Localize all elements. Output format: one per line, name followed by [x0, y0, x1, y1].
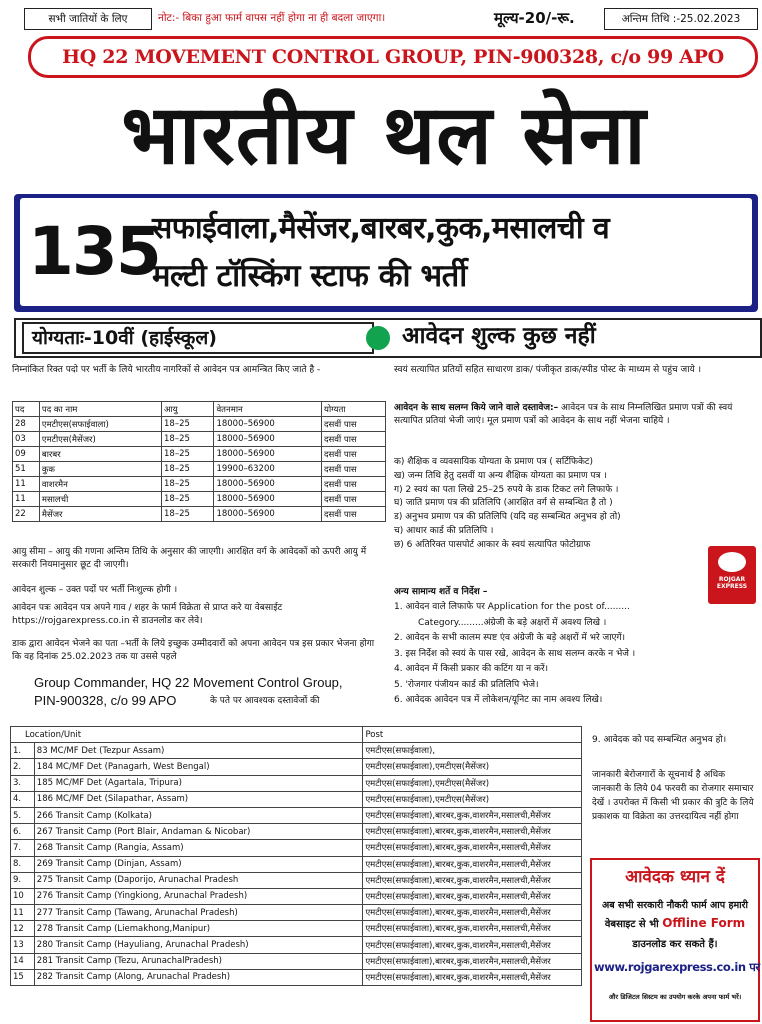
table-cell: एमटीएस(सफाईवाला),बारबर,कुक,वाशरमैन,मसालची,मैसेंजर [363, 824, 582, 840]
table-cell: 11 [13, 477, 40, 492]
term-item: 4. आवेदन में किसी प्रकार की कटिंग या न करें। [394, 664, 549, 674]
table-cell: 6. [11, 824, 35, 840]
table-cell: 18000–56900 [214, 507, 322, 522]
disclaimer-text: जानकारी बेरोजगारों के सूचनार्थ है अधिक जानकारी के लिये 04 फरवरी का रोजगार समाचार देखें । उपरोक्त में किसी भी प्रकार की त्रुटि के लिये प्रकाशक या विक्रेता का उत्तरदायित्व नहीं होगा [592, 770, 754, 822]
table-cell: 268 Transit Camp (Rangia, Assam) [34, 840, 363, 856]
terms-list [394, 600, 754, 709]
intro-text: निम्नांकित रिक्त पदो पर भर्ती के लिये भारतीय नागरिकों से आवेदन पत्र आमन्त्रित किए जाते है - [12, 365, 321, 375]
table-header: पद [13, 402, 40, 417]
table-cell: एमटीएस(सफाईवाला),बारबर,कुक,वाशरमैन,मसालची,मैसेंजर [363, 905, 582, 921]
table-cell: 278 Transit Camp (Liemakhong,Manipur) [34, 921, 363, 937]
table-cell: एमटीएस(सफाईवाला) [39, 417, 161, 432]
table-cell: बारबर [39, 447, 161, 462]
notice-ad-box [590, 858, 760, 1022]
table-cell: एमटीएस(सफाईवाला),एमटीएस(मैसेंजर) [363, 759, 582, 775]
ad-small-text: और डिजिटल सिस्टम का उपयोग करके अपना फार्म भरें। [608, 993, 742, 1001]
table-cell: एमटीएस(सफाईवाला),बारबर,कुक,वाशरमैन,मसालची,मैसेंजर [363, 937, 582, 953]
table-cell: मैसेंजर [39, 507, 161, 522]
fee-text: आवेदन शुल्क – उक्त पदों पर भर्ती निःशुल्क होगी । [12, 585, 178, 595]
age-limit-text: आयु सीमा – आयु की गणना अन्तिम तिथि के अनुसार की जाएगी। आरक्षित वर्ग के आवेदकों को ऊपरी आयु में सरकारी नियमानुसार छूट दी जाएगी। [12, 547, 367, 570]
table-cell: 18–25 [162, 432, 214, 447]
table-cell: 18000–56900 [214, 477, 322, 492]
table-cell: 11 [13, 492, 40, 507]
form-text: आवेदन पत्रः आवेदन पत्र अपने गाव / शहर के फार्म विक्रेता से प्राप्त करे या वेबसाईट https://rojgarexpress.co.in से डाउनलोड कर लेवे। [12, 603, 283, 626]
address-suffix: के पते पर आवश्यक दस्तावेजों की [210, 696, 320, 706]
top-bar [18, 8, 758, 30]
term-item: 5. 'रोजगार पंजीयन कार्ड की प्रतिलिपि भेजे। [394, 679, 539, 690]
table-cell: 18–25 [162, 477, 214, 492]
table-row [11, 840, 582, 856]
table-cell: 12 [11, 921, 35, 937]
table-cell: 1. [11, 743, 35, 759]
main-title: भारतीय थल सेना [121, 88, 647, 183]
table-cell: 280 Transit Camp (Hayuliang, Arunachal Pradesh) [34, 937, 363, 953]
term-item: 3. इस निर्देश को स्वयं के पास रखे, आवेदन के साथ सलग्न करके न भेजे । [394, 648, 636, 659]
table-cell: 5. [11, 807, 35, 823]
table-cell: 186 MC/MF Det (Silapathar, Assam) [34, 791, 363, 807]
document-item: घ) जाति प्रमाण पत्र की प्रतिलिपि (आरक्षित वर्ग से सम्बन्धित है तो ) [394, 498, 613, 509]
table-row [11, 921, 582, 937]
table-cell: एमटीएस(सफाईवाला),बारबर,कुक,वाशरमैन,मसालची,मैसेंजर [363, 872, 582, 888]
table-cell: कुक [39, 462, 161, 477]
table-cell: वाशरमैन [39, 477, 161, 492]
table-cell: एमटीएस(सफाईवाला), [363, 743, 582, 759]
last-date-label: अन्तिम तिथि :-25.02.2023 [604, 8, 758, 30]
table-row [11, 775, 582, 791]
table-cell: 282 Transit Camp (Along, Arunachal Pradesh) [34, 969, 363, 985]
table-cell: दसवीं पास [322, 432, 386, 447]
table-cell: 18–25 [162, 462, 214, 477]
ad-heading: आवेदक ध्यान दें [625, 867, 725, 887]
table-cell: 22 [13, 507, 40, 522]
table-cell: दसवीं पास [322, 417, 386, 432]
table-cell: मसालची [39, 492, 161, 507]
item9-text: 9. आवेदक को पद सम्बन्धित अनुभव हो। [592, 735, 727, 745]
table-cell: एमटीएस(सफाईवाला),बारबर,कुक,वाशरमैन,मसालची,मैसेंजर [363, 921, 582, 937]
offline-form-label: Offline Form [662, 916, 746, 930]
table-cell: 11 [11, 905, 35, 921]
dispatch-text: स्वयं सत्यापित प्रतियों सहित साधारण डाक/ पंजीकृत डाक/स्पीड पोस्ट के माध्यम से पहुंच जाये । [394, 365, 702, 375]
table-cell: 3. [11, 775, 35, 791]
table-cell: दसवीं पास [322, 462, 386, 477]
table-cell: एमटीएस(सफाईवाला),बारबर,कुक,वाशरमैन,मसालची,मैसेंजर [363, 969, 582, 985]
table-cell: एमटीएस(सफाईवाला),बारबर,कुक,वाशरमैन,मसालची,मैसेंजर [363, 807, 582, 823]
logo-text: ROJGAR EXPRESS [716, 576, 748, 590]
table-row [11, 969, 582, 985]
table-cell: 275 Transit Camp (Daporijo, Arunachal Pradesh [34, 872, 363, 888]
table-cell: 8. [11, 856, 35, 872]
post-count: 135 [28, 213, 160, 290]
price-label: मूल्य-20/-रू. [494, 9, 575, 27]
table-header: वेतनमान [214, 402, 322, 417]
table-row [13, 492, 386, 507]
table-cell: 276 Transit Camp (Yingkiong, Arunachal Pradesh) [34, 888, 363, 904]
table-cell: एमटीएस(मैसेंजर) [39, 432, 161, 447]
document-item: छ) 6 अतिरिक्त पासपोर्ट आकार के स्वयं सत्यापित फोटोग्राफ [394, 539, 591, 550]
table-header-row [13, 402, 386, 417]
table-cell: 266 Transit Camp (Kolkata) [34, 807, 363, 823]
table-cell: दसवीं पास [322, 507, 386, 522]
address-line2: PIN-900328, c/o 99 APO [34, 693, 177, 708]
table-cell: 18–25 [162, 507, 214, 522]
table-cell: 09 [13, 447, 40, 462]
document-item: ग) 2 स्वयं का पता लिखे 25–25 रुपये के डाक टिकट लगे लिफाफे । [394, 484, 619, 495]
term-item: 1. आवेदन वाले लिफाफे पर Application for the post of......... [394, 602, 630, 612]
table-row [13, 462, 386, 477]
table-cell: दसवीं पास [322, 477, 386, 492]
table-row [11, 937, 582, 953]
table-row [11, 759, 582, 775]
table-cell: 277 Transit Camp (Tawang, Arunachal Pradesh) [34, 905, 363, 921]
table-cell: एमटीएस(सफाईवाला),बारबर,कुक,वाशरमैन,मसालची,मैसेंजर [363, 953, 582, 969]
terms-heading: अन्य सामान्य शर्ते व निर्देश – [394, 587, 488, 597]
table-row [11, 743, 582, 759]
documents-heading: आवेदन के साथ सलग्न किये जाने वाले दस्तावेज:– [394, 403, 559, 413]
table-cell: 2. [11, 759, 35, 775]
ad-line2 [596, 916, 754, 930]
postal-text: डाक द्वारा आवेदन भेजने का पता –भर्ती के लिये इच्छुक उम्मीदवारों को अपना आवेदन पत्र इस प्रकार भेजना होगा कि वह दिनांक 25.02.2023 तक या उससे पहले [12, 639, 375, 662]
documents-intro: आवेदन पत्र के साथ निम्नलिखित प्रमाण पत्रों की स्वयं सत्यापित प्रतियां भेजी जाएं। मूल प्रमाण पत्रों को आवेदन के साथ नहीं भेजना चाहिये । [394, 403, 733, 426]
table-cell: 83 MC/MF Det (Tezpur Assam) [34, 743, 363, 759]
table-cell: 185 MC/MF Det (Agartala, Tripura) [34, 775, 363, 791]
website-link[interactable]: www.rojgarexpress.co.in पर [594, 960, 760, 974]
term-item: Category.........अंग्रेजी के बड़े अक्षरों में अवश्य लिखे । [418, 617, 607, 628]
address-line1: Group Commander, HQ 22 Movement Control Group, [34, 675, 343, 690]
table-cell: 18000–56900 [214, 417, 322, 432]
table-row [11, 856, 582, 872]
table-row [13, 417, 386, 432]
table-cell: 281 Transit Camp (Tezu, ArunachalPradesh) [34, 953, 363, 969]
table-cell: 18–25 [162, 417, 214, 432]
table-row [11, 905, 582, 921]
document-item: च) आधार कार्ड की प्रतिलिपि । [394, 525, 494, 536]
eligibility-label: योग्यताः-10वीं (हाईस्कूल) [22, 322, 374, 354]
table-cell: 13 [11, 937, 35, 953]
table-header: पद का नाम [39, 402, 161, 417]
table-row [11, 807, 582, 823]
term-item: 2. आवेदन के सभी कालम स्पष्ट एंव अंग्रेजी के बड़े अक्षरों में भरे जाएगें। [394, 633, 626, 643]
table-cell: 18000–56900 [214, 492, 322, 507]
table-row [13, 447, 386, 462]
posts-table [12, 401, 386, 522]
ad-line1: अब सभी सरकारी नौकरी फार्म आप हमारी [602, 900, 748, 911]
banner-posts-line2: मल्टी टॉस्किंग स्टाफ की भर्ती [152, 258, 467, 294]
table-row [13, 477, 386, 492]
table-cell: 18–25 [162, 492, 214, 507]
table-cell: 10 [11, 888, 35, 904]
table-header: Location/Unit [11, 727, 363, 743]
eligibility-bar [14, 318, 762, 358]
table-cell: 51 [13, 462, 40, 477]
table-header-row [11, 727, 582, 743]
table-cell: 18–25 [162, 447, 214, 462]
table-cell: 269 Transit Camp (Dinjan, Assam) [34, 856, 363, 872]
documents-list [394, 456, 694, 553]
banner-posts-line1: सफाईवाला,मैसेंजर,बारबर,कुक,मसालची व [152, 211, 610, 246]
note-text: नोट:- बिका हुआ फार्म वापस नहीं होगा ना ही बदला जाएगा। [158, 12, 386, 24]
table-cell: 4. [11, 791, 35, 807]
document-item: ख) जन्म तिथि हेतु दसवीं या अन्य शैक्षिक योग्यता का प्रमाण पत्र । [394, 470, 607, 481]
table-cell: दसवीं पास [322, 492, 386, 507]
table-header: योग्यता [322, 402, 386, 417]
table-cell: 18000–56900 [214, 432, 322, 447]
green-dot-icon [366, 326, 390, 350]
term-item: 6. आवेदक आवेदन पत्र में लोकेशन/यूनिट का नाम अवश्य लिखे। [394, 695, 603, 705]
table-row [13, 432, 386, 447]
table-row [11, 824, 582, 840]
ad-line2-prefix: वेबसाइट से भी [604, 919, 663, 930]
fee-label: आवेदन शुल्क कुछ नहीं [402, 323, 596, 349]
document-item: ड) अनुभव प्रमाण पत्र की प्रतिलिपि (यदि वह सम्बन्धित अनुभव हो तो) [394, 512, 621, 523]
table-row [11, 872, 582, 888]
table-cell: 28 [13, 417, 40, 432]
table-cell: 18000–56900 [214, 447, 322, 462]
table-cell: 9. [11, 872, 35, 888]
all-castes-label: सभी जातियों के लिए [24, 8, 152, 30]
table-row [11, 791, 582, 807]
table-cell: दसवीं पास [322, 447, 386, 462]
table-cell: एमटीएस(सफाईवाला),बारबर,कुक,वाशरमैन,मसालची,मैसेंजर [363, 840, 582, 856]
table-header: Post [363, 727, 582, 743]
table-cell: एमटीएस(सफाईवाला),बारबर,कुक,वाशरमैन,मसालची,मैसेंजर [363, 856, 582, 872]
table-cell: 184 MC/MF Det (Panagarh, West Bengal) [34, 759, 363, 775]
document-item: क) शैक्षिक व व्यवसायिक योग्यता के प्रमाण पत्र ( सर्टिफिकेट) [394, 457, 593, 467]
table-cell: एमटीएस(सफाईवाला),एमटीएस(मैसेंजर) [363, 791, 582, 807]
hq-title: HQ 22 MOVEMENT CONTROL GROUP, PIN-900328, c/o 99 APO [28, 36, 758, 78]
table-row [11, 888, 582, 904]
location-table [10, 726, 582, 986]
table-row [13, 507, 386, 522]
table-cell: 14 [11, 953, 35, 969]
table-cell: 15 [11, 969, 35, 985]
ad-line3: डाउनलोड कर सकते हैं। [632, 939, 718, 950]
table-cell: 03 [13, 432, 40, 447]
table-cell: एमटीएस(सफाईवाला),बारबर,कुक,वाशरमैन,मसालची,मैसेंजर [363, 888, 582, 904]
table-cell: 7. [11, 840, 35, 856]
logo-emblem-icon [718, 552, 746, 572]
table-cell: 267 Transit Camp (Port Blair, Andaman & Nicobar) [34, 824, 363, 840]
table-cell: 19900–63200 [214, 462, 322, 477]
table-cell: एमटीएस(सफाईवाला),एमटीएस(मैसेंजर) [363, 775, 582, 791]
table-row [11, 953, 582, 969]
table-header: आयु [162, 402, 214, 417]
documents-section [394, 402, 754, 427]
